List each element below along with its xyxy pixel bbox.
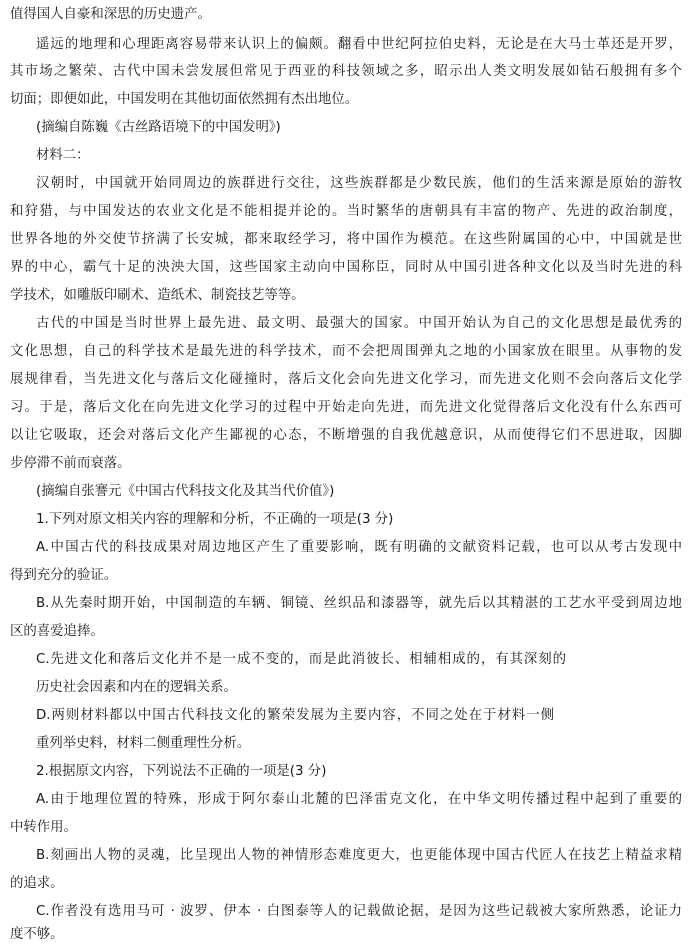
option-a: A.由于地理位置的特殊，形成于阿尔泰山北麓的巴泽雷克文化，在中华文明传播过程中起到了重要的 [36,792,682,807]
option-a: A.中国古代的科技成果对周边地区产生了重要影响，既有明确的文献资料记载，也可以从考古发现中 [36,540,682,555]
question-1-stem: 1.下列对原文相关内容的理解和分析，不正确的一项是(3 分) [36,512,394,527]
option-b: B.从先秦时期开始，中国制造的车辆、铜镜、丝织品和漆器等，就先后以其精湛的工艺水平受到周边地 [36,596,682,611]
option-d: D.两则材料都以中国古代科技文化的繁荣发展为主要内容，不同之处在于材料一侧 [36,708,554,723]
text-line: 历史社会因素和内在的逻辑关系。 [36,680,237,695]
text-line: 展规律看，当先进文化与落后文化碰撞时，落后文化会向先进文化学习，而先进文化则不会向落后文化学 [10,372,682,387]
text-line: 得到充分的验证。 [10,568,118,583]
text-line: 其市场之繁荣、古代中国未尝发展但常见于西亚的科技领域之多，昭示出人类文明发展如钻石般拥有多个 [10,64,682,79]
text-line: 世界各地的外交使节挤满了长安城，都来取经学习，将中国作为模范。在这些附属国的心中，中国就是世 [10,232,682,247]
text-line: 学技术，如雕版印刷术、造纸术、制瓷技艺等等。 [10,288,305,303]
text-line: 中转作用。 [10,820,77,835]
text-line: 材料二： [36,148,90,163]
text-line: 切面；即便如此，中国发明在其他切面依然拥有杰出地位。 [10,92,359,107]
text-line: 以让它吸取，还会对落后文化产生鄙视的心态，不断增强的自我优越意识，从而使得它们不思进取，因脚 [10,428,682,443]
text-line: 步停滞不前而衰落。 [10,456,131,471]
text-line: (摘编自张謇元《中国古代科技文化及其当代价值》) [36,484,335,499]
text-line: 界的中心，霸气十足的泱泱大国，这些国家主动向中国称臣，同时从中国引进各种文化以及当时先进的科 [10,260,682,275]
option-c: C.作者没有选用马可 · 波罗、伊本 · 白图泰等人的记载做论据，是因为这些记载被大家所熟悉，论证力 [36,904,682,919]
option-b: B.刻画出人物的灵魂，比呈现出人物的神情形态难度更大，也更能体现中国古代匠人在技艺上精益求精 [36,848,682,863]
question-2-stem: 2.根据原文内容，下列说法不正确的一项是(3 分) [36,764,327,779]
text-line: (摘编自陈巍《古丝路语境下的中国发明》) [36,120,281,135]
text-line: 习。于是，落后文化在向先进文化学习的过程中开始走向先进，而先进文化觉得落后文化没有什么东西可 [10,400,682,415]
text-line: 重列举史料，材料二侧重理性分析。 [36,736,251,751]
text-line: 度不够。 [10,927,64,942]
text-line: 文化思想，自己的科学技术是最先进的科学技术，而不会把周围弹丸之地的小国家放在眼里。从事物的发 [10,344,682,359]
text-line: 古代的中国是当时世界上最先进、最文明、最强大的国家。中国开始认为自己的文化思想是最优秀的 [36,316,682,331]
text-line: 值得国人自豪和深思的历史遗产。 [10,7,211,22]
text-line: 汉朝时，中国就开始同周边的族群进行交往，这些族群都是少数民族，他们的生活来源是原始的游牧 [36,176,682,191]
option-c: C.先进文化和落后文化并不是一成不变的，而是此消彼长、相辅相成的，有其深刻的 [36,652,566,667]
text-line: 的追求。 [10,876,64,891]
text-line: 和狩猎，与中国发达的农业文化是不能相提并论的。当时繁华的唐朝具有丰富的物产、先进的政治制度， [10,204,682,219]
text-line: 遥远的地理和心理距离容易带来认识上的偏颇。翻看中世纪阿拉伯史料，无论是在大马士革还是开罗， [36,37,682,52]
text-line: 区的喜爱追捧。 [10,624,104,639]
